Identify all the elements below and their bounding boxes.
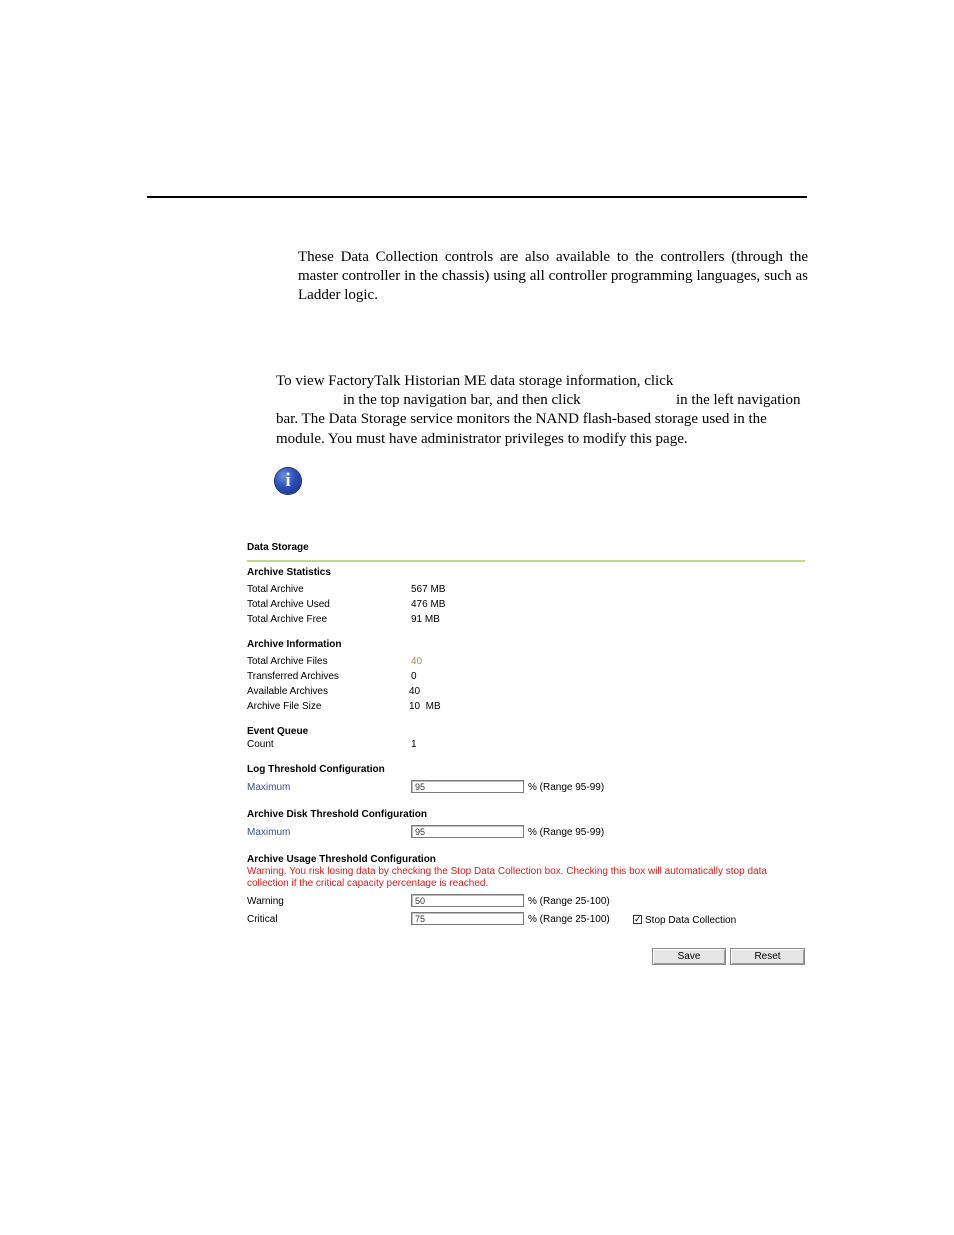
panel-title: Data Storage [247, 542, 309, 553]
available-archives-value: 40 [409, 686, 421, 697]
archive-usage-critical-range: % (Range 25-100) [528, 914, 610, 925]
archive-file-size-value: 10 MB [409, 701, 441, 712]
archive-disk-maximum-input[interactable]: 95 [411, 825, 524, 838]
body-line-3: bar. The Data Storage service monitors the NAND flash-based storage used in the [276, 411, 767, 427]
total-archive-free-label: Total Archive Free [247, 614, 328, 625]
transferred-archives-label: Transferred Archives [247, 671, 339, 682]
reset-button[interactable]: Reset [730, 948, 805, 965]
archive-information-heading: Archive Information [247, 639, 342, 650]
log-threshold-heading: Log Threshold Configuration [247, 764, 385, 775]
log-threshold-maximum-input[interactable]: 95 [411, 780, 524, 793]
archive-disk-maximum-label: Maximum [247, 827, 291, 838]
archive-usage-warning-input[interactable]: 50 [411, 894, 524, 907]
stop-data-collection-checkbox[interactable]: ✓ [634, 914, 642, 924]
event-queue-count-label: Count [247, 739, 274, 750]
archive-usage-warning-text-1: Warning. You risk losing data by checking the Stop Data Collection box. Checking this box will automatically stop data [247, 866, 767, 877]
total-archive-free-value: 91 MB [411, 614, 440, 625]
total-archive-files-value: 40 [411, 656, 423, 667]
header-rule [147, 196, 807, 198]
info-icon [275, 468, 301, 494]
available-archives-label: Available Archives [247, 686, 328, 697]
log-threshold-range: % (Range 95-99) [528, 782, 605, 793]
save-button[interactable]: Save [652, 948, 726, 965]
panel-title-rule [247, 560, 805, 562]
total-archive-label: Total Archive [247, 584, 304, 595]
transferred-archives-value: 0 [411, 671, 417, 682]
total-archive-value: 567 MB [411, 584, 446, 595]
intro-paragraph: These Data Collection controls are also available to the controllers (through the master controller in the chassis) using all controller programming languages, such as Ladder logic. [298, 249, 808, 303]
total-archive-used-value: 476 MB [411, 599, 446, 610]
archive-disk-range: % (Range 95-99) [528, 827, 605, 838]
archive-disk-threshold-heading: Archive Disk Threshold Configuration [247, 809, 428, 820]
event-queue-count-value: 1 [411, 739, 417, 750]
total-archive-used-label: Total Archive Used [247, 599, 330, 610]
archive-usage-warning-range: % (Range 25-100) [528, 896, 610, 907]
archive-file-size-label: Archive File Size [247, 701, 322, 712]
event-queue-heading: Event Queue [247, 726, 309, 737]
log-threshold-maximum-label: Maximum [247, 782, 291, 793]
total-archive-files-label: Total Archive Files [247, 656, 328, 667]
body-line-2b: in the left navigation [676, 392, 801, 408]
archive-usage-threshold-heading: Archive Usage Threshold Configuration [247, 854, 436, 865]
body-line-4: module. You must have administrator privileges to modify this page. [276, 431, 688, 447]
archive-usage-critical-input[interactable]: 75 [411, 912, 524, 925]
stop-data-collection-label: Stop Data Collection [645, 915, 737, 926]
archive-usage-warning-label: Warning [247, 896, 284, 907]
info-icon-glyph: i [285, 470, 291, 491]
archive-statistics-heading: Archive Statistics [247, 567, 331, 578]
archive-usage-critical-label: Critical [247, 914, 278, 925]
body-line-2a: in the top navigation bar, and then click [343, 392, 581, 408]
body-line-1: To view FactoryTalk Historian ME data storage information, click [276, 373, 674, 389]
archive-usage-warning-text-2: collection if the critical capacity percentage is reached. [247, 878, 489, 889]
